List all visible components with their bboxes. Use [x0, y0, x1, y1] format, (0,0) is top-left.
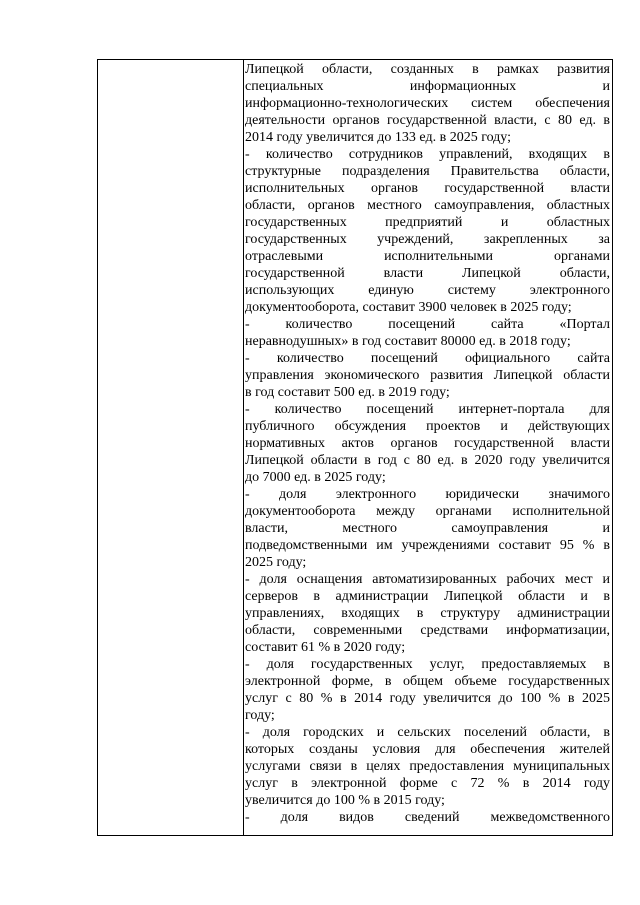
text-line: - доля оснащения автоматизированных рабочих мест и [245, 572, 610, 587]
text-line: деятельности органов государственной власти, с 80 ед. в [245, 113, 610, 128]
text-line: управлениях, входящих в структуру администрации [245, 606, 610, 621]
text-line: услугами связи в целях предоставления муниципальных [245, 759, 610, 774]
text-line: 2014 году увеличится до 133 ед. в 2025 году; [245, 130, 512, 145]
document-table [97, 59, 613, 836]
text-line: электронной форме, в общем объеме государственных [245, 674, 610, 689]
text-line: использующих единую систему электронного [245, 283, 610, 298]
text-line: серверов в администрации Липецкой области и в [245, 589, 610, 604]
text-line: специальных информационных и [245, 79, 610, 94]
text-line: - количество сотрудников управлений, входящих в [245, 147, 610, 162]
text-line: услуг с 80 % в 2014 году увеличится до 100 % в 2025 [245, 691, 610, 706]
text-line: - доля видов сведений межведомственного [245, 810, 610, 825]
text-line: - доля городских и сельских поселений области, в [245, 725, 610, 740]
text-line: Липецкой области в год с 80 ед. в 2020 году увеличится [245, 453, 610, 468]
text-line: в год составит 500 ед. в 2019 году; [245, 385, 450, 400]
text-line: структурные подразделения Правительства области, [245, 164, 610, 179]
text-line: - количество посещений официального сайта [245, 351, 610, 366]
text-line: документооборота, составит 3900 человек в 2025 году; [245, 300, 572, 315]
text-line: до 7000 ед. в 2025 году; [245, 470, 386, 485]
text-line: увеличится до 100 % в 2015 году; [245, 793, 445, 808]
text-line: составит 61 % в 2020 году; [245, 640, 406, 655]
text-line: услуг в электронной форме с 72 % в 2014 году [245, 776, 610, 791]
text-line: подведомственными им учреждениями составит 95 % в [245, 538, 610, 553]
text-line: - количество посещений сайта «Портал [245, 317, 610, 332]
table-right-cell [245, 60, 612, 835]
text-line: нормативных актов органов государственной власти [245, 436, 610, 451]
text-line: государственных учреждений, закрепленных за [245, 232, 610, 247]
table-left-cell [98, 60, 244, 835]
text-line: году; [245, 708, 275, 723]
text-line: - количество посещений интернет-портала для [245, 402, 610, 417]
text-line: отраслевыми исполнительными органами [245, 249, 610, 264]
text-line: неравнодушных» в год составит 80000 ед. в 2018 году; [245, 334, 571, 349]
text-line: области, современными средствами информатизации, [245, 623, 610, 638]
text-line: информационно-технологических систем обеспечения [245, 96, 610, 111]
text-line: исполнительных органов государственной власти [245, 181, 610, 196]
text-line: - доля государственных услуг, предоставляемых в [245, 657, 610, 672]
text-line: публичного обсуждения проектов и действующих [245, 419, 610, 434]
text-line: Липецкой области, созданных в рамках развития [245, 62, 610, 77]
text-line: власти, местного самоуправления и [245, 521, 610, 536]
text-line: государственной власти Липецкой области, [245, 266, 610, 281]
text-line: документооборота между органами исполнительной [245, 504, 610, 519]
text-line: - доля электронного юридически значимого [245, 487, 610, 502]
text-line: области, органов местного самоуправления, областных [245, 198, 610, 213]
text-line: 2025 году; [245, 555, 307, 570]
text-line: государственных предприятий и областных [245, 215, 610, 230]
text-line: которых созданы условия для обеспечения жителей [245, 742, 610, 757]
text-line: управления экономического развития Липецкой области [245, 368, 610, 383]
